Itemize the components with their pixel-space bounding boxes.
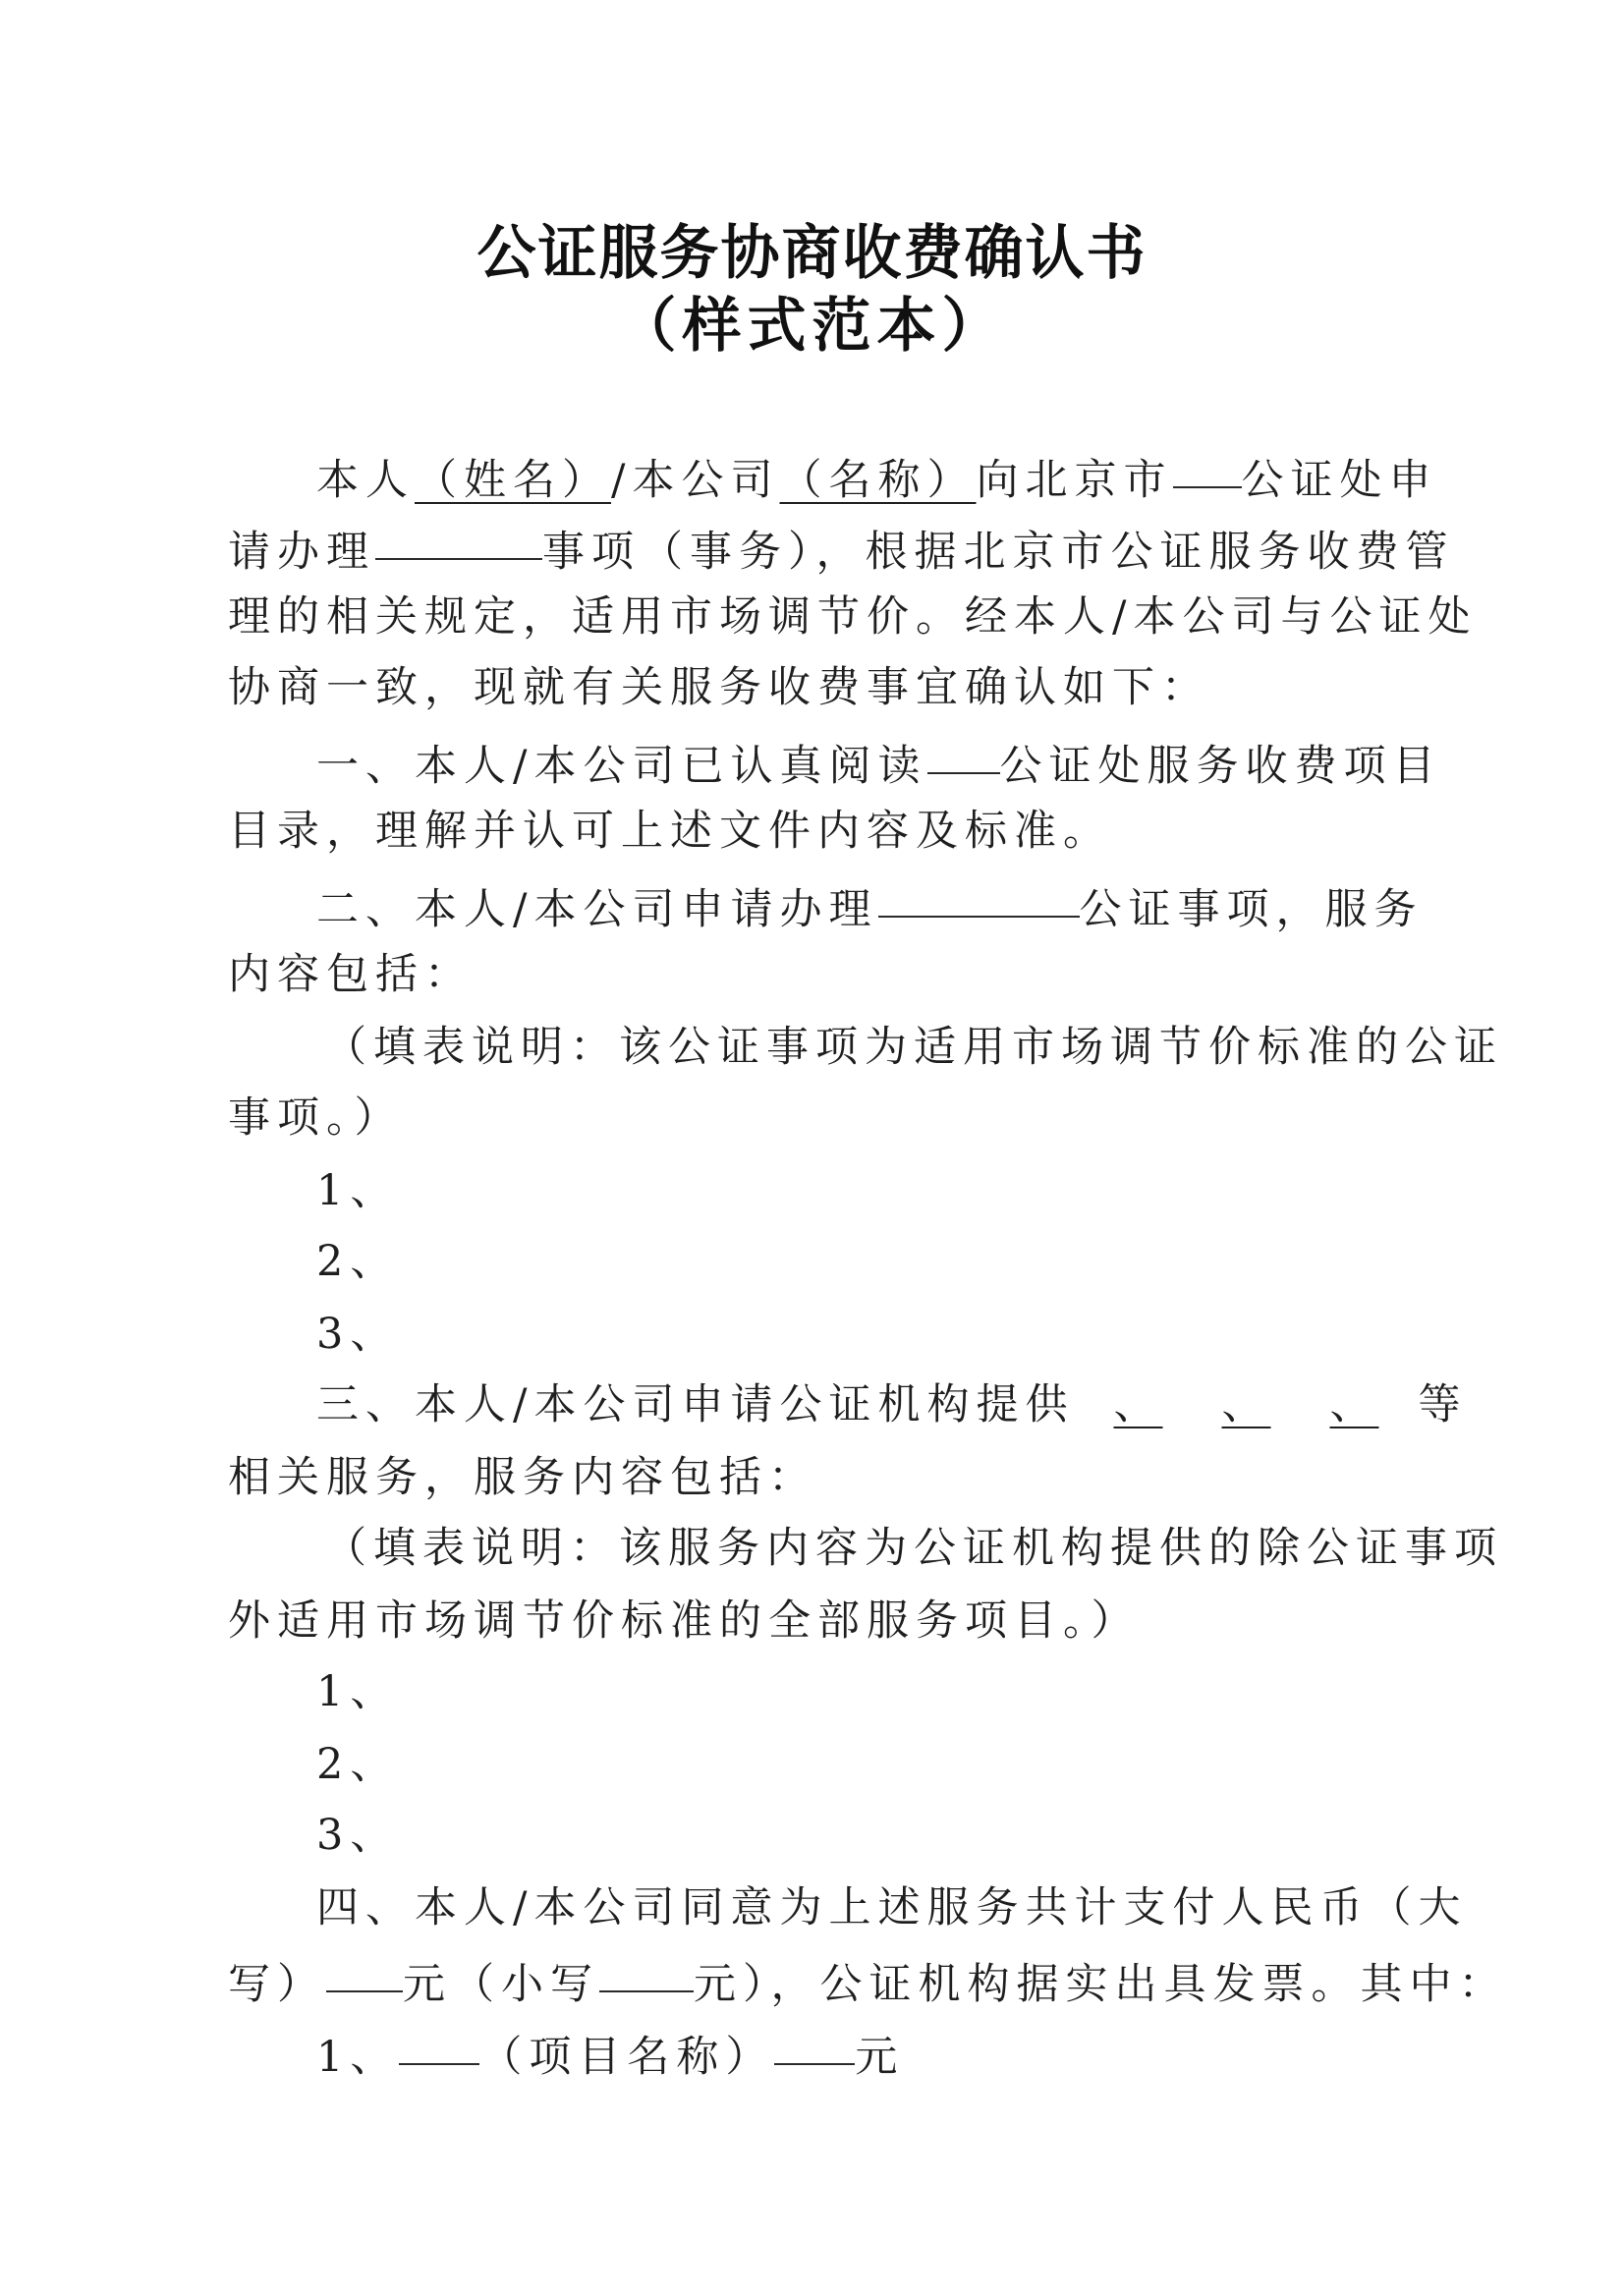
name-field: （姓名） [415, 456, 611, 505]
text-segment: 公证处申 [1241, 456, 1438, 505]
section-2-item: 2、 [316, 1237, 400, 1286]
section-3-note-line-2: 外适用市场调节价标准的全部服务项目。） [228, 1596, 1141, 1646]
separator: 、 [1221, 1380, 1271, 1429]
section-3-line-2: 相关服务，服务内容包括： [228, 1453, 817, 1502]
text-segment: 向北京市 [976, 456, 1173, 505]
text-segment: 请办理 [228, 528, 375, 577]
item-name-blank[interactable] [399, 2022, 479, 2065]
text-segment: 一、本人/本公司已认真阅读 [316, 742, 927, 791]
section-3-item: 1、 [316, 1667, 400, 1716]
notary-office-blank[interactable] [1173, 445, 1242, 488]
separator: 、 [1329, 1380, 1379, 1429]
section-3-item: 3、 [316, 1811, 400, 1860]
text-segment: 公证事项，服务 [1079, 885, 1424, 934]
text-segment: 公证处服务收费项目 [999, 742, 1442, 791]
text-segment: 元（小写 [403, 1960, 599, 2009]
text-segment: 事项（事务），根据北京市公证服务收费管 [542, 528, 1455, 577]
paragraph-intro-line-2 [228, 517, 1455, 576]
section-1-line-2: 目录，理解并认可上述文件内容及标准。 [228, 807, 1112, 856]
paragraph-intro-line-3: 理的相关规定，适用市场调节价。经本人/本公司与公证处 [228, 592, 1478, 642]
section-2-note-line-1: （填表说明：该公证事项为适用市场调节价标准的公证 [324, 1023, 1503, 1072]
section-2-item: 3、 [316, 1310, 400, 1359]
notary-matter-blank[interactable] [878, 874, 1080, 918]
company-field: （名称） [779, 456, 977, 505]
amount-uppercase-blank[interactable] [326, 1949, 403, 1992]
section-3-line-1 [316, 1375, 1468, 1434]
text-segment: 等 [1418, 1380, 1468, 1429]
text-segment: 元），公证机构据实出具发票。其中： [694, 1960, 1508, 2009]
section-2-note-line-2: 事项。） [228, 1093, 404, 1143]
section-3-item: 2、 [316, 1740, 400, 1789]
text-segment: 1、 [316, 2033, 400, 2082]
section-2-item: 1、 [316, 1166, 400, 1215]
section-2-line-2: 内容包括： [228, 950, 474, 999]
text-segment: 写） [228, 1960, 326, 2009]
document-subtitle: （样式范本） [617, 292, 1007, 361]
section-3-note-line-1: （填表说明：该服务内容为公证机构提供的除公证事项 [324, 1524, 1503, 1573]
amount-lowercase-blank[interactable] [599, 1949, 694, 1992]
section-4-line-1: 四、本人/本公司同意为上述服务共计支付人民币（大 [316, 1883, 1468, 1932]
section-1-line-1 [316, 731, 1442, 790]
service-blank[interactable] [1075, 1380, 1419, 1429]
text-segment: 三、本人/本公司申请公证机构提供 [316, 1380, 1075, 1429]
matter-blank[interactable] [375, 517, 542, 560]
notary-office-blank[interactable] [927, 731, 1000, 774]
text-segment: 元 [855, 2033, 905, 2082]
document-title: 公证服务协商收费确认书 [476, 219, 1148, 288]
text-segment: 二、本人/本公司申请办理 [316, 885, 878, 934]
paragraph-intro-line-1 [316, 445, 1438, 504]
section-2-line-1 [316, 874, 1424, 933]
text-segment: /本公司 [611, 456, 780, 505]
section-4-line-2 [228, 1949, 1508, 2008]
text-segment: （项目名称） [479, 2033, 775, 2082]
section-4-item-1 [316, 2022, 904, 2081]
item-amount-blank[interactable] [774, 2022, 855, 2065]
separator: 、 [1113, 1380, 1163, 1429]
paragraph-intro-line-4: 协商一致，现就有关服务收费事宜确认如下： [228, 663, 1210, 712]
text-segment: 本人 [316, 456, 415, 505]
